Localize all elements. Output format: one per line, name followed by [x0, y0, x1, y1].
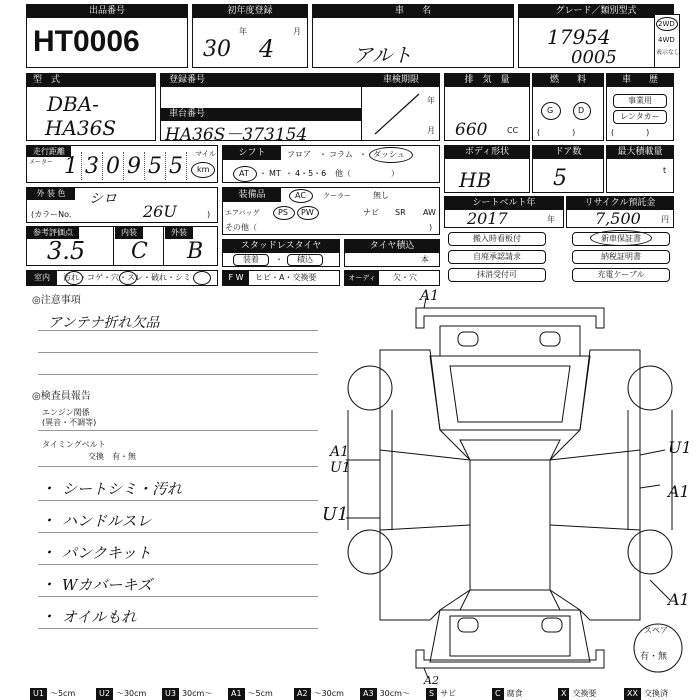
drive-none: 表示なし — [656, 49, 681, 56]
mileage-digit: 0 — [103, 152, 124, 180]
legend-item — [294, 688, 344, 700]
legend-item — [162, 688, 212, 700]
model-value-1: DBA- — [47, 92, 99, 116]
tire-loaded-label: タイヤ積込 — [345, 240, 439, 253]
engine-label: エンジン関係 — [42, 408, 90, 417]
legend-key: A2 — [294, 688, 311, 700]
history-business: 事業用 — [613, 94, 667, 108]
model-label: 型 式 — [27, 74, 155, 87]
legend-item — [624, 688, 668, 700]
legend-key: S — [426, 688, 437, 700]
damage-mark-left-3: U1 — [322, 504, 349, 525]
doors-value: 5 — [553, 166, 567, 191]
model-box — [26, 73, 156, 141]
legend-value: 交換済 — [643, 689, 668, 698]
seatbelt-value: 2017 — [467, 209, 508, 228]
body-type-value: HB — [459, 168, 492, 192]
fuel-g: G — [547, 106, 554, 115]
color-label: 外 装 色 — [27, 188, 75, 200]
note-line — [38, 532, 318, 533]
inspection-month-unit: 月 — [427, 126, 435, 135]
timing-label: タイミングベルト — [42, 440, 106, 449]
fw-label: F W — [223, 271, 249, 285]
color-no-close: ) — [207, 210, 211, 219]
meter-label: メーター — [29, 159, 54, 166]
grade-value-1: 17954 — [547, 25, 611, 49]
inspector-title: ◎検査員報告 — [32, 391, 91, 402]
history-rental: レンタカー — [613, 110, 667, 124]
doors-label: ドア数 — [533, 146, 603, 159]
mileage-unit-mile: マイル — [195, 150, 216, 158]
equip-navi: ナビ — [363, 208, 379, 217]
history-paren: ( ) — [611, 128, 650, 137]
damage-mark-bottom: A2 — [424, 674, 439, 687]
legend-item — [96, 688, 146, 700]
seatbelt-box — [444, 196, 564, 228]
inspection-year-unit: 年 — [427, 96, 435, 105]
shift-column: コラム — [329, 150, 353, 159]
grade-box — [518, 4, 674, 68]
legend-item — [426, 688, 456, 700]
interior-label: 内装 — [115, 227, 143, 239]
report-item: Wカバーキズ — [62, 576, 153, 594]
inspection-strike — [373, 90, 423, 136]
audio-label: オーディオ — [345, 271, 379, 285]
recycle-box — [566, 196, 674, 228]
year-unit: 年 — [239, 27, 247, 36]
body-type-label: ボディ形状 — [445, 146, 529, 159]
shift-sep-3: ・ — [259, 169, 267, 178]
legend-item — [360, 688, 410, 700]
max-load-unit: t — [663, 166, 667, 175]
shift-dash: ダッシュ — [373, 150, 405, 159]
note-line-2 — [38, 352, 318, 353]
exterior-value: B — [187, 239, 204, 264]
legend-key: A3 — [360, 688, 377, 700]
legend-value: 交換要 — [572, 689, 597, 698]
interior-condition-value: 汚れ・コゲ・穴・スレ・破れ・シミ — [63, 273, 191, 282]
shift-sep-2: ・ — [359, 150, 367, 159]
note-line-3 — [38, 374, 318, 375]
equip-pw: PW — [301, 208, 314, 217]
doc-warranty: 新車保証書 — [572, 232, 670, 246]
legend-item — [228, 688, 273, 700]
interior-value: C — [131, 239, 148, 264]
shift-456: 4・5・6 — [295, 169, 327, 178]
drive-type-box — [654, 14, 680, 68]
legend-value: サビ — [440, 689, 457, 698]
first-registration-year: 30 — [203, 37, 231, 62]
caution-title: ◎注意事項 — [32, 295, 81, 306]
report-item: ハンドルスレ — [62, 512, 152, 530]
displacement-box — [444, 73, 530, 141]
note-line-1 — [38, 330, 318, 331]
shift-other: 他（ ） — [335, 169, 399, 178]
equip-other: その他（ — [225, 223, 257, 232]
legend-value: ～30cm — [313, 689, 344, 698]
seatbelt-unit: 年 — [547, 215, 555, 224]
mileage-digit: 9 — [124, 152, 145, 180]
shift-box — [222, 145, 440, 183]
report-bullet: ・ — [40, 607, 57, 626]
spare-value: 有・無 — [640, 652, 668, 662]
legend-value: 30cm～ — [379, 689, 410, 698]
fuel-paren: ( ) — [537, 128, 576, 137]
report-bullet: ・ — [40, 543, 57, 562]
equip-aw: AW — [423, 208, 436, 217]
fw-value: ヒビ・A・交換要 — [255, 273, 317, 282]
interior-cond-circle-2 — [119, 271, 137, 285]
doc-cancel: 抹消受付可 — [448, 268, 546, 282]
fw-box — [222, 270, 340, 286]
equip-ps: PS — [278, 208, 288, 217]
shift-mt: MT — [269, 169, 281, 178]
color-box — [26, 187, 218, 223]
tire-unit: 本 — [421, 255, 429, 264]
recycle-unit: 円 — [661, 215, 669, 224]
first-registration-label: 初年度登録 — [193, 5, 307, 18]
spare-label: スペア — [644, 626, 668, 635]
legend-key: C — [492, 688, 504, 700]
first-registration-box — [192, 4, 308, 68]
damage-mark-top: A1 — [420, 288, 440, 304]
report-bullet: ・ — [40, 511, 57, 530]
doc-carry-in: 搬入時看板付 — [448, 232, 546, 246]
legend-value: 腐食 — [506, 689, 523, 698]
legend-key: U3 — [162, 688, 179, 700]
model-value-2: HA36S — [45, 116, 117, 140]
timing-value: 交換 有・無 — [88, 452, 136, 461]
legend-item — [30, 688, 75, 700]
lot-number-value: HT0006 — [33, 25, 140, 58]
shift-sep-4: ・ — [285, 169, 293, 178]
grade-label: グレード／類別型式 — [519, 5, 673, 18]
color-no-label: (カラーNo. — [31, 210, 72, 219]
doors-box — [532, 145, 604, 193]
month-unit: 月 — [293, 27, 301, 36]
equip-cooler: クーラー — [323, 192, 351, 200]
legend-key: U1 — [30, 688, 47, 700]
equip-sr: SR — [395, 208, 406, 217]
tire-loaded-box — [344, 239, 440, 267]
drive-4wd: 4WD — [658, 36, 675, 44]
displacement-unit: CC — [507, 126, 519, 135]
exterior-label: 外装 — [165, 227, 193, 239]
legend-key: X — [558, 688, 569, 700]
doc-cable: 充電ケーブル — [572, 268, 670, 282]
lot-number-box — [26, 4, 188, 68]
studless-fitted: 装着 — [233, 254, 269, 266]
legend-item — [492, 688, 523, 700]
damage-mark-right-2: A1 — [668, 482, 690, 501]
drive-2wd: 2WD — [658, 20, 675, 28]
equipment-label: 装備品 — [223, 188, 281, 202]
lot-number-label: 出品番号 — [27, 5, 187, 18]
fuel-d: D — [578, 106, 585, 115]
mileage-digit: 5 — [166, 152, 187, 180]
note-line — [38, 500, 318, 501]
displacement-value: 660 — [455, 120, 488, 140]
max-load-label: 最大積載量 — [607, 146, 673, 159]
car-name-box — [312, 4, 514, 68]
equip-other-close: ) — [429, 223, 433, 232]
legend-item — [558, 688, 596, 700]
equipment-box — [222, 187, 440, 235]
damage-mark-left-2: U1 — [330, 460, 351, 476]
grade-value-2: 0005 — [571, 47, 617, 68]
first-registration-month: 4 — [259, 35, 275, 63]
audio-value: 欠・穴 — [393, 273, 417, 282]
score-divider-2 — [163, 227, 164, 265]
damage-mark-right-3: A1 — [668, 590, 690, 609]
legend-value: ～5cm — [49, 689, 76, 698]
studless-box — [222, 239, 340, 267]
fuel-label: 燃 料 — [533, 74, 603, 87]
studless-label: スタッドレスタイヤ — [223, 240, 339, 253]
legend-key: XX — [624, 688, 641, 700]
report-item: シートシミ・汚れ — [62, 480, 183, 498]
shift-label: シフト — [223, 146, 281, 160]
chassis-value: HA36S－373154 — [165, 125, 308, 145]
car-diagram — [320, 290, 700, 685]
interior-condition-label: 室内 — [27, 271, 57, 285]
interior-condition-box — [26, 270, 218, 286]
displacement-label: 排 気 量 — [445, 74, 529, 87]
legend-key: U2 — [96, 688, 113, 700]
shift-sep-1: ・ — [319, 150, 327, 159]
recycle-label: リサイクル預託金 — [567, 197, 673, 210]
equip-ac: AC — [295, 191, 306, 200]
car-name-label: 車 名 — [313, 5, 513, 18]
body-type-box — [444, 145, 530, 193]
mileage-digit: 3 — [82, 152, 103, 180]
recycle-value: 7,500 — [595, 209, 641, 228]
equip-airbag: エアバッグ — [225, 209, 260, 217]
color-value: シロ — [89, 191, 117, 207]
shift-at: AT — [239, 169, 249, 178]
doc-disposal: 自廃承認請求 — [448, 250, 546, 264]
legend-value: 30cm～ — [181, 689, 213, 698]
studless-loaded: 積込 — [287, 254, 323, 266]
interior-cond-circle-3 — [193, 271, 211, 285]
legend-key: A1 — [228, 688, 245, 700]
legend-value: ～5cm — [247, 689, 273, 698]
note-line-4 — [38, 430, 318, 431]
equip-none: 無し — [373, 191, 389, 200]
seatbelt-label: シートベルト年 — [445, 197, 563, 210]
mileage-digit: 5 — [145, 152, 166, 180]
max-load-box — [606, 145, 674, 193]
note-line — [38, 564, 318, 565]
report-bullet: ・ — [40, 575, 57, 594]
mileage-box — [26, 145, 218, 183]
engine-sub: (異音・不調等) — [42, 418, 97, 427]
doc-tax: 納税証明書 — [572, 250, 670, 264]
registration-box — [160, 73, 440, 145]
fuel-box — [532, 73, 604, 141]
mileage-digit: 1 — [61, 152, 82, 180]
report-item: パンクキット — [62, 544, 152, 562]
mileage-unit-km: km — [197, 165, 210, 174]
score-label: 参考評価点 — [27, 227, 79, 239]
damage-mark-right-1: U1 — [668, 438, 692, 457]
shift-floor: フロア — [287, 150, 311, 159]
interior-cond-circle-1 — [65, 271, 83, 285]
report-bullet: ・ — [40, 479, 57, 498]
note-line-5 — [38, 466, 318, 467]
color-no-value: 26U — [143, 202, 177, 221]
note-line — [38, 596, 318, 597]
history-label: 車 歴 — [607, 74, 673, 87]
report-item: オイルもれ — [62, 608, 137, 626]
inspection-label: 車検期限 — [362, 74, 440, 87]
chassis-label: 車台番号 — [161, 108, 361, 121]
note-line — [38, 628, 318, 629]
score-value: 3.5 — [47, 237, 86, 265]
score-divider-1 — [113, 227, 114, 265]
legend-value: ～30cm — [115, 689, 147, 698]
registration-number-label: 登録番号 — [161, 74, 369, 87]
caution-text: アンテナ折れ欠品 — [48, 315, 160, 331]
mileage-label: 走行距離 — [27, 146, 71, 157]
history-box — [606, 73, 674, 141]
doc-warranty-circle — [590, 230, 652, 246]
studless-sep: ・ — [275, 255, 283, 264]
car-name-value: アルト — [353, 43, 413, 67]
damage-mark-left-1: A1 — [330, 444, 350, 460]
score-box — [26, 226, 218, 266]
